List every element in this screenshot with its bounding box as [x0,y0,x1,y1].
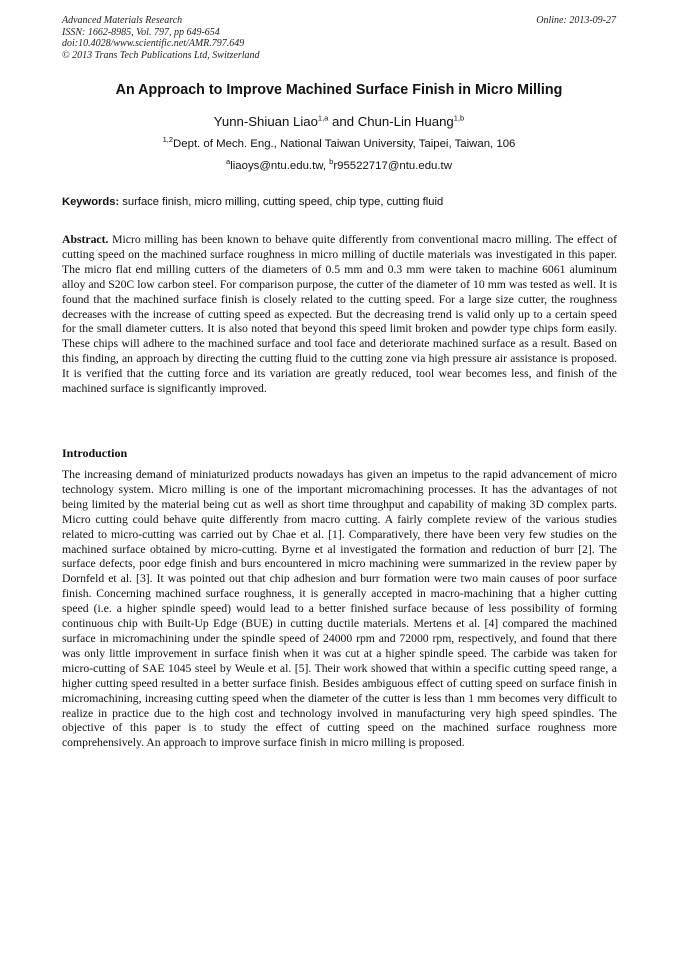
email-address[interactable]: liaoys@ntu.edu.tw, [230,160,330,172]
affiliation [40,137,638,152]
issn-line: ISSN: 1662-8985, Vol. 797, pp 649-654 [62,26,220,38]
paper-title: An Approach to Improve Machined Surface Finish in Micro Milling [115,82,563,98]
email-superscript: a [226,157,231,167]
journal-header [62,15,260,61]
email-address[interactable]: r95522717@ntu.edu.tw [333,160,452,172]
abstract-text: Micro milling has been known to behave quite differently from conventional macro milling. The effect of cutting speed on the machined surface roughness in micro milling of ductile materials was investigated in this paper. The micro flat end milling cutters of the diameters of 0.5 mm and 0.3 mm were taken to machine 6061 aluminum alloy and S20C low carbon steel. For comparison purpose, the cutter of the diameter of 10 mm was tested as well. It is found that the machined surface finish is closely related to the cutting speed. For a large size cutter, the roughness decreases with the increase of cutting speed as expected. But the decreasing trend is valid only up to a certain speed for the small diameter cutters. It is also noted that beyond this speed limit broken and powder type chips form easily. These chips will adhere to the machined surface and tool face and deteriorate machined surface as a result. Based on this finding, an approach by directing the cutting fluid to the cutting zone via high pressure air assistance is proposed. It is verified that the cutting force and its variation are greatly reduced, tool wear becomes less, and finish of the machined surface is significantly improved. [62,233,617,396]
keywords [62,195,617,210]
author-name: Chun-Lin Huang [357,114,454,129]
author-superscript: 1,a [317,113,329,123]
keywords-label: Keywords: [62,196,120,208]
introduction-heading: Introduction [62,446,128,460]
email-line [40,159,638,174]
email-superscript: b [329,157,334,167]
affiliation-text: Dept. of Mech. Eng., National Taiwan University, Taipei, Taiwan, 106 [173,138,516,150]
author-conjunction: and [328,114,358,129]
author-superscript: 1,b [453,113,465,123]
abstract [62,233,617,397]
affiliation-superscript: 1,2 [162,135,174,145]
doi-line[interactable]: doi:10.4028/www.scientific.net/AMR.797.649 [62,38,245,49]
keywords-text: surface finish, micro milling, cutting speed, chip type, cutting fluid [119,196,444,208]
author-line [40,113,638,130]
online-date: Online: 2013-09-27 [536,15,616,26]
introduction-body: The increasing demand of miniaturized products nowadays has given an impetus to the rapid advancement of micro technology system. Micro milling is one of the important micromachining processes. It has the advantages of not being limited by the material being cut as well as short time throughput and capability of making 3D complex parts. Micro cutting could behave quite differently from macro cutting. A fairly complete review of the various studies related to micro-cutting was carried out by Chae et al. [1]. Comparatively, there have been very few studies on the machined surface obtained by micro-cutting. Byrne et al investigated the formation and reduction of burr [2]. The surface defects, poor edge finish and burs encountered in micro machining were summarized in the review paper by Dornfeld et al. [3]. It was pointed out that chip adhesion and burr formation were two main causes of poor surface finish. Concerning machined surface roughness, it is generally accepted in macro-machining that a higher cutting speed (i.e. a higher spindle speed) would lead to a better finished surface because of less possibility of forming continuous chip with Built-Up Edge (BUE) in cutting ductile materials. Mertens et al. [4] compared the machined surface in micromachining under the spindle speed of 24000 rpm and 72000 rpm, respectively, and found that there was only little improvement in surface finish when it was cut at a higher spindle speed. The carbide was taken for micro-cutting of SAE 1045 steel by Weule et al. [5]. Their work showed that within a specific cutting speed range, a higher cutting speed resulted in a better surface finish. Besides ambiguous effect of cutting speed on surface finish in micromachining, increasing cutting speed when the diameter of the cutter is less than 1 mm becomes very difficult to realize in practice due to the high cost and technology involved in manufacturing very high speed spindles. The objective of this paper is to study the effect of cutting speed on the machined surface roughness more comprehensively. An approach to improve surface finish in micro milling is proposed. [62,468,617,750]
author-name: Yunn-Shiuan Liao [213,114,318,129]
copyright-line: © 2013 Trans Tech Publications Ltd, Switzerland [62,49,260,61]
journal-name: Advanced Materials Research [62,15,183,26]
abstract-label: Abstract. [62,233,109,246]
